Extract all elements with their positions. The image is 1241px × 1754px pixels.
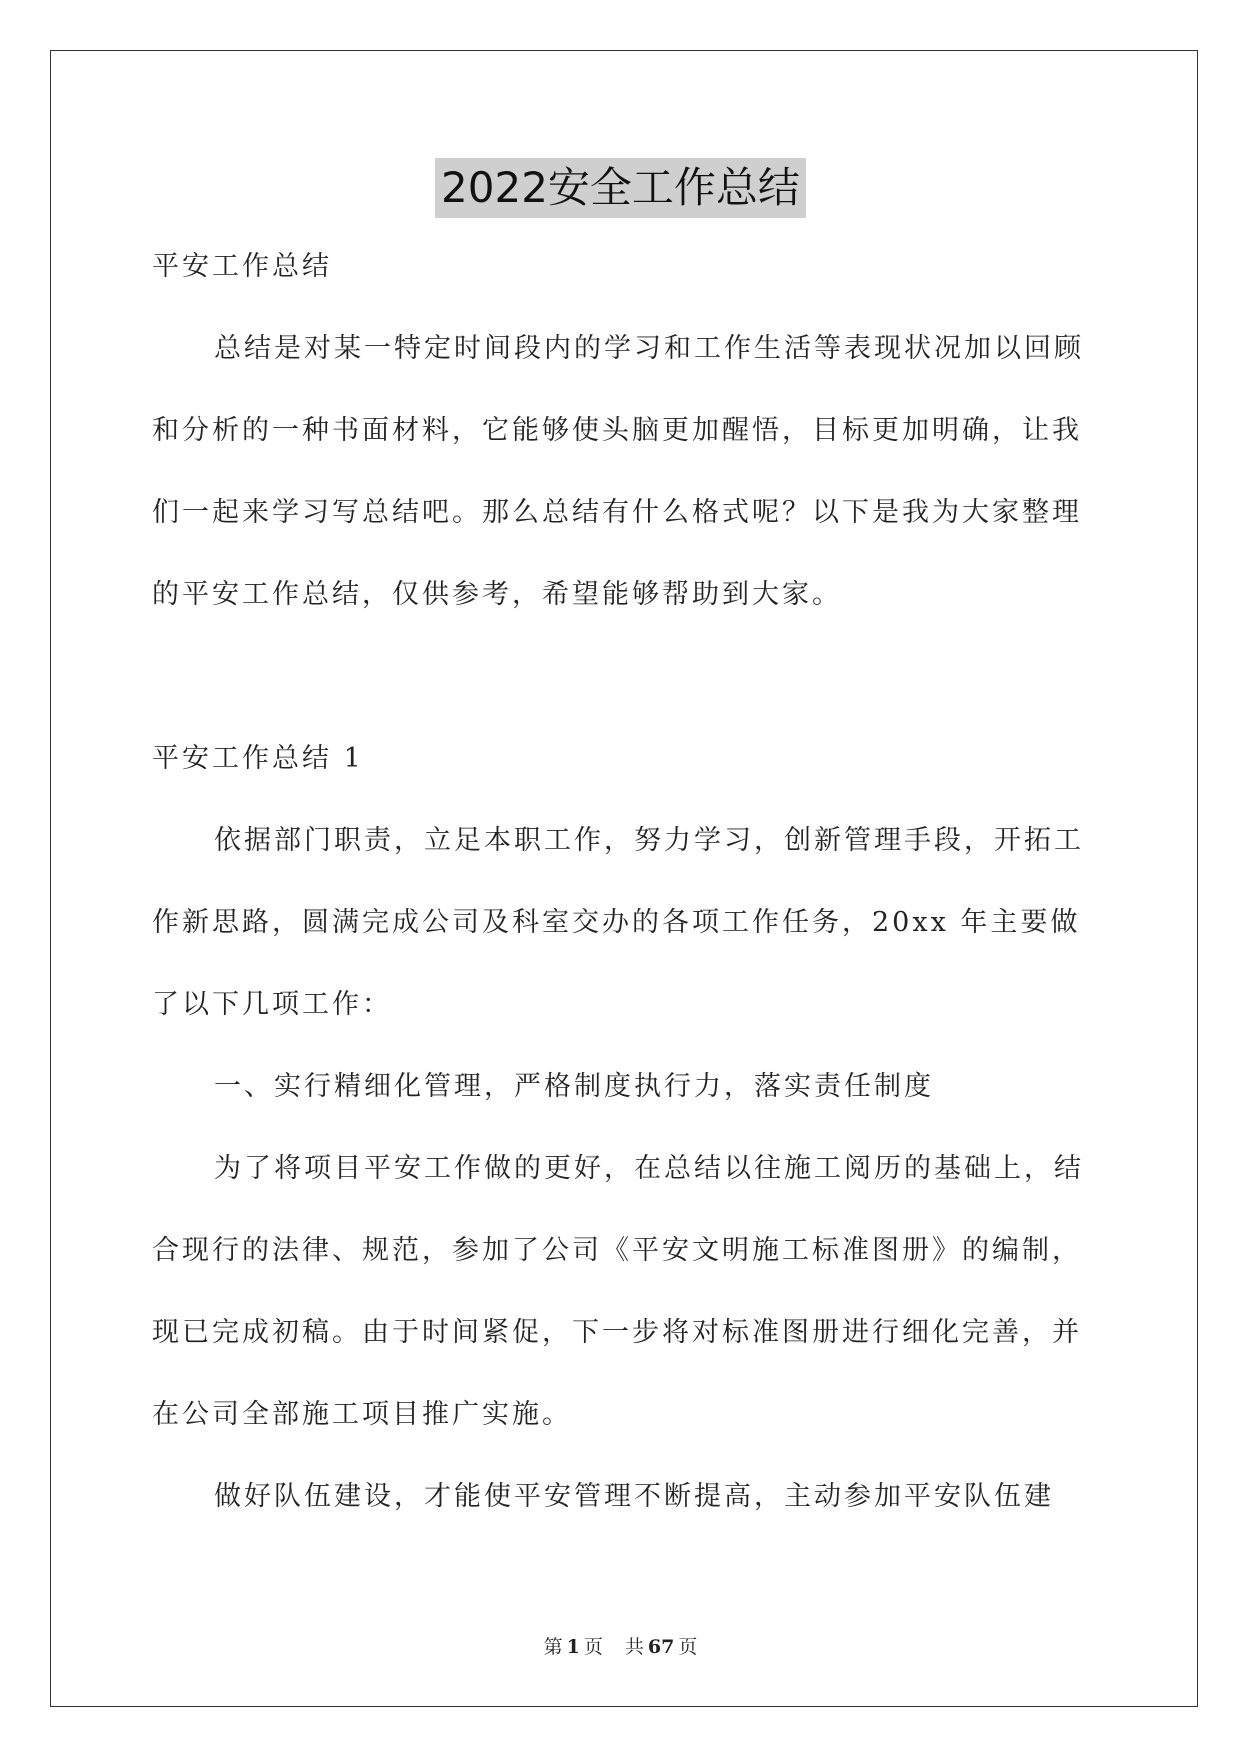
page-prefix: 第 (543, 1636, 563, 1658)
section-heading: 平安工作总结 (152, 251, 332, 282)
total-pages-number: 67 (647, 1636, 675, 1658)
document-body (152, 226, 1092, 1538)
document-title: 2022安全工作总结 (435, 158, 806, 218)
body-paragraph: 做好队伍建设，才能使平安管理不断提高，主动参加平安队伍建 (214, 1481, 1054, 1512)
body-paragraph: 为了将项目平安工作做的更好，在总结以往施工阅历的基础上，结合现行的法律、规范，参加了公司《平安文明施工标准图册》的编制，现已完成初稿。由于时间紧促，下一步将对标准图册进行细化完善，并在公司全部施工项目推广实施。 (152, 1153, 1084, 1430)
total-suffix: 页 (678, 1636, 698, 1658)
current-page-number: 1 (566, 1636, 580, 1658)
body-paragraph: 依据部门职责，立足本职工作，努力学习，创新管理手段，开拓工作新思路，圆满完成公司及科室交办的各项工作任务，20xx 年主要做了以下几项工作： (152, 825, 1084, 1020)
intro-paragraph: 总结是对某一特定时间段内的学习和工作生活等表现状况加以回顾和分析的一种书面材料，它能够使头脑更加醒悟，目标更加明确，让我们一起来学习写总结吧。那么总结有什么格式呢？以下是我为大家整理的平安工作总结，仅供参考，希望能够帮助到大家。 (152, 333, 1084, 610)
page-suffix: 页 (583, 1636, 603, 1658)
subheading-one: 一、实行精细化管理，严格制度执行力，落实责任制度 (214, 1071, 934, 1102)
title-container (0, 158, 1241, 218)
page-footer (0, 1632, 1241, 1659)
section-heading-1: 平安工作总结 1 (152, 743, 364, 774)
total-prefix: 共 (624, 1636, 644, 1658)
